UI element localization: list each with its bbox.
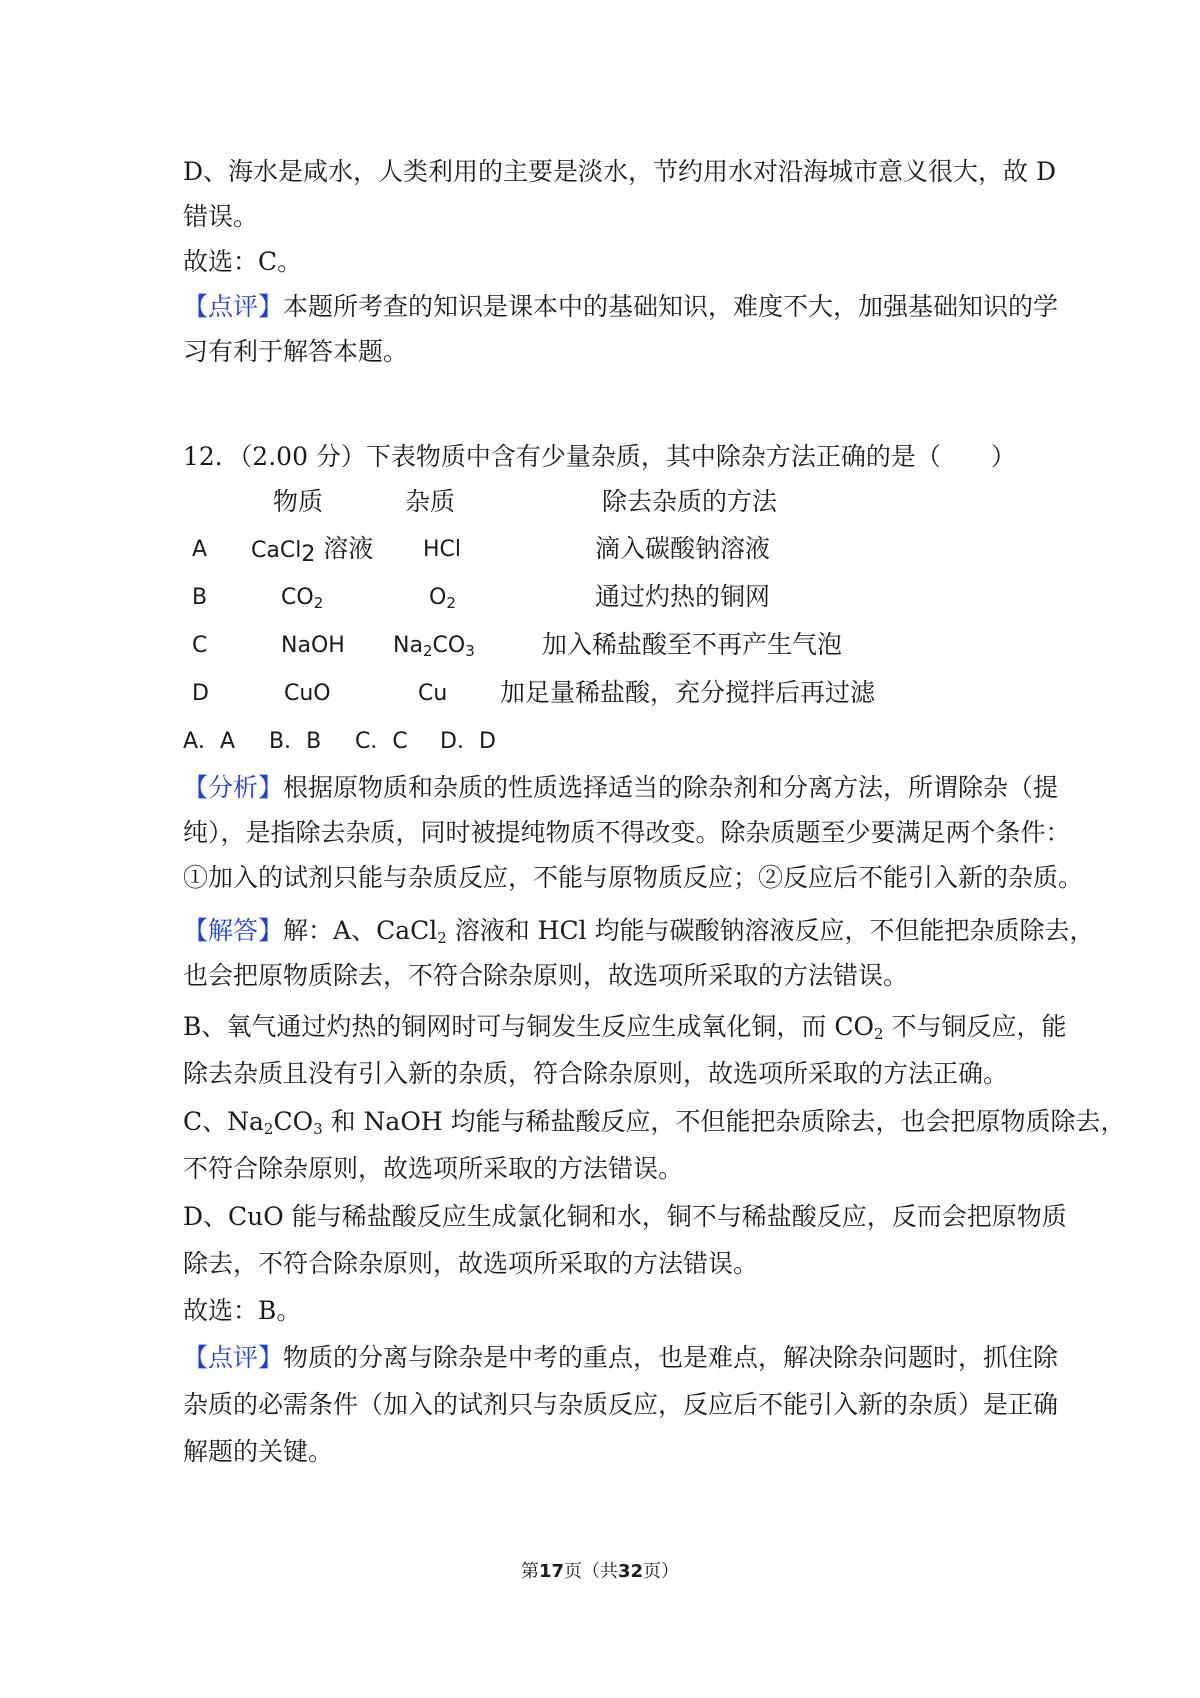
option-d: D．D xyxy=(440,729,496,754)
comment-line3: 解题的关键。 xyxy=(183,1437,334,1466)
solution-tag: 【解答】 xyxy=(183,916,284,945)
prev-choice: 故选：C。 xyxy=(183,247,303,276)
comment-line1: 【点评】物质的分离与除杂是中考的重点，也是难点，解决除杂问题时，抓住除 xyxy=(183,1343,1059,1372)
prev-option-d-line1: D、海水是咸水，人类利用的主要是淡水，节约用水对沿海城市意义很大，故 D xyxy=(183,157,1057,186)
row-a-substance: CaCl$_2$ 溶液 xyxy=(251,534,374,567)
analysis-line1: 【分析】根据原物质和杂质的性质选择适当的除杂剂和分离方法，所谓除杂（提 xyxy=(183,773,1059,802)
header-impurity: 杂质 xyxy=(405,487,456,516)
row-c-impurity: $Na_2CO_3$ xyxy=(393,633,475,660)
solution-d-line2: 除去，不符合除杂原则，故选项所采取的方法错误。 xyxy=(183,1249,759,1278)
prev-comment-line2: 习有利于解答本题。 xyxy=(183,337,409,366)
solution-c-line2: 不符合除杂原则，故选项所采取的方法错误。 xyxy=(183,1154,684,1183)
row-a-impurity: HCl xyxy=(423,537,462,562)
prev-option-d-line2: 错误。 xyxy=(183,202,259,231)
comment-tag: 【点评】 xyxy=(183,292,284,321)
row-c-substance: NaOH xyxy=(281,633,345,658)
row-label-b: B xyxy=(192,585,208,610)
solution-d-line1: D、CuO 能与稀盐酸反应生成氯化铜和水，铜不与稀盐酸反应，反而会把原物质 xyxy=(183,1202,1067,1231)
analysis-tag: 【分析】 xyxy=(183,773,284,802)
comment-line2: 杂质的必需条件（加入的试剂只与杂质反应，反应后不能引入新的杂质）是正确 xyxy=(183,1390,1059,1419)
header-substance: 物质 xyxy=(273,487,324,516)
option-b: B．B xyxy=(269,729,322,754)
row-label-a: A xyxy=(192,537,208,562)
question-stem: 12．（2.00 分）下表物质中含有少量杂质，其中除杂方法正确的是（ ） xyxy=(183,442,1016,471)
prev-comment-line1: 【点评】本题所考查的知识是课本中的基础知识，难度不大，加强基础知识的学 xyxy=(183,292,1059,321)
row-d-method: 加足量稀盐酸，充分搅拌后再过滤 xyxy=(500,678,876,707)
row-d-substance: CuO xyxy=(284,681,331,706)
row-c-method: 加入稀盐酸至不再产生气泡 xyxy=(542,630,843,659)
row-b-method: 通过灼热的铜网 xyxy=(595,582,771,611)
option-a: A．A xyxy=(183,729,236,754)
comment-tag-2: 【点评】 xyxy=(183,1343,284,1372)
row-label-d: D xyxy=(192,681,209,706)
solution-a-line2: 也会把原物质除去，不符合除杂原则，故选项所采取的方法错误。 xyxy=(183,961,909,990)
row-a-method: 滴入碳酸钠溶液 xyxy=(595,534,771,563)
page-footer: 第17页（共32页） xyxy=(520,1561,680,1582)
solution-b-line2: 除去杂质且没有引入新的杂质，符合除杂原则，故选项所采取的方法正确。 xyxy=(183,1059,1009,1088)
solution-b-line1: B、氧气通过灼热的铜网时可与铜发生反应生成氧化铜，而 $CO_2$ 不与铜反应，能 xyxy=(183,1012,1067,1043)
row-d-impurity: Cu xyxy=(418,681,448,706)
analysis-line3: ①加入的试剂只能与杂质反应，不能与原物质反应；②反应后不能引入新的杂质。 xyxy=(183,863,1084,892)
solution-choice: 故选：B。 xyxy=(183,1296,302,1325)
page-total: 32 xyxy=(618,1561,644,1582)
analysis-line2: 纯），是指除去杂质，同时被提纯物质不得改变。除杂质题至少要满足两个条件： xyxy=(183,818,1071,847)
solution-c-line1: C、$Na_2CO_3$ 和 NaOH 均能与稀盐酸反应，不但能把杂质除去，也会把原物质除去， xyxy=(183,1107,1126,1138)
row-b-substance: $CO_2$ xyxy=(281,585,324,612)
option-c: C．C xyxy=(355,729,408,754)
solution-a-line1: 【解答】解：A、CaCl$_2$ 溶液和 HCl 均能与碳酸钠溶液反应，不但能把杂质除去， xyxy=(183,916,1095,947)
row-label-c: C xyxy=(192,633,208,658)
header-method: 除去杂质的方法 xyxy=(602,487,778,516)
row-b-impurity: $O_2$ xyxy=(429,585,456,612)
page-number: 17 xyxy=(538,1561,564,1582)
